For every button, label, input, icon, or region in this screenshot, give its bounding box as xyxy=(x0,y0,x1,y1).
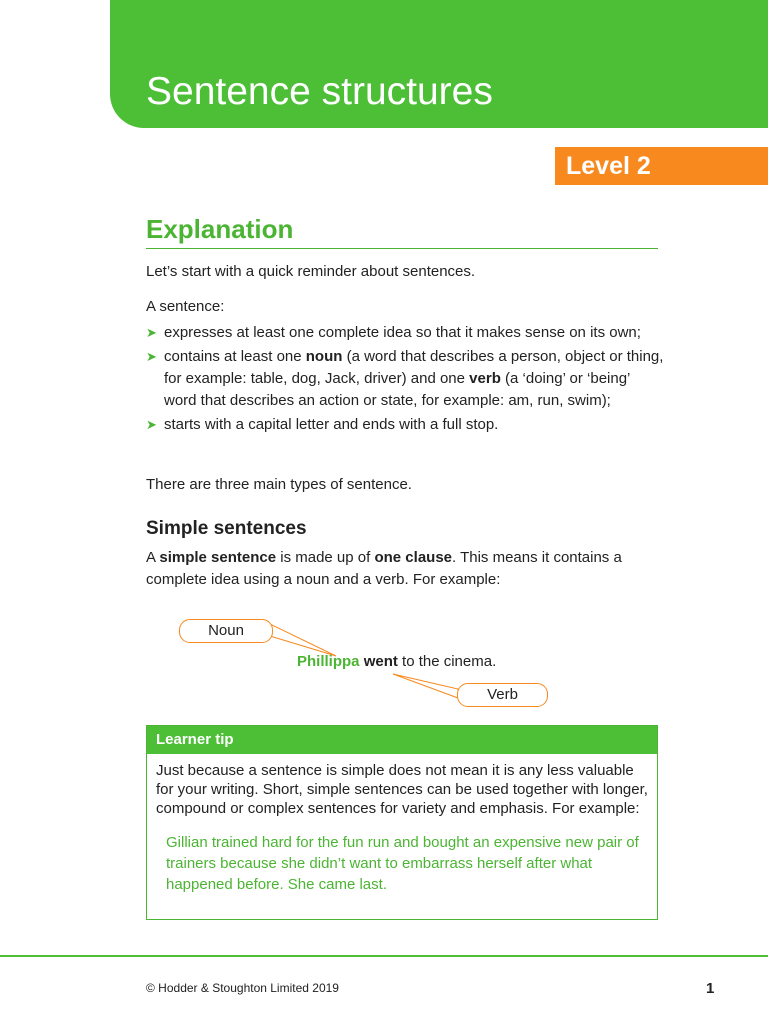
example-verb: went xyxy=(363,653,398,670)
learner-tip-box xyxy=(146,725,658,920)
sentence-lead: A sentence: xyxy=(146,298,225,315)
bullet-text: (a ‘doing’ or ‘being’ word that describes an action or state, for example: am, run, swim); xyxy=(164,370,630,409)
verb-callout: Verb xyxy=(457,683,548,707)
footer-divider xyxy=(0,955,768,957)
text-run: A xyxy=(146,549,160,566)
bullet-text: contains at least one xyxy=(164,348,306,365)
arrowhead-bullet-icon: ➤ xyxy=(146,325,157,340)
section-heading-explanation: Explanation xyxy=(146,214,294,244)
example-subject: Phillippa xyxy=(297,653,360,670)
learner-tip-title: Learner tip xyxy=(147,726,657,754)
text-run: . This means it contains a complete idea using a noun and a verb. For example: xyxy=(146,549,622,588)
arrowhead-bullet-icon: ➤ xyxy=(146,349,157,364)
bullet-text: (a word that describes a person, object or thing, for example: table, dog, Jack, driver) and one xyxy=(164,348,664,387)
page-number: 1 xyxy=(706,980,715,997)
bold-term-noun: noun xyxy=(305,348,343,365)
learner-tip-example: Gillian trained hard for the fun run and bought an expensive new pair of trainers because she didn’t want to embarrass herself after what happened before. She came last. xyxy=(166,834,639,893)
bold-term-simple-sentence: simple sentence xyxy=(159,549,277,566)
verb-callout-pointer xyxy=(393,674,458,698)
arrowhead-bullet-icon: ➤ xyxy=(146,417,157,432)
bold-term-verb: verb xyxy=(469,370,501,387)
bold-term-one-clause: one clause xyxy=(374,549,453,566)
noun-callout: Noun xyxy=(179,619,273,643)
page-title: Sentence structures xyxy=(146,70,493,113)
section-heading-simple-sentences: Simple sentences xyxy=(146,518,307,539)
example-sentence xyxy=(297,651,496,673)
bullet-text: expresses at least one complete idea so that it makes sense on its own; xyxy=(164,324,641,341)
bullet-text: starts with a capital letter and ends with a full stop. xyxy=(164,416,499,433)
learner-tip-body: Just because a sentence is simple does not mean it is any less valuable for your writing. Short, simple sentences can be used together with longer, compound or complex sentences for variety and emphasis. For example: xyxy=(156,762,648,817)
intro-paragraph: Let’s start with a quick reminder about sentences. xyxy=(146,263,476,280)
copyright-notice: © Hodder & Stoughton Limited 2019 xyxy=(146,981,339,995)
level-badge: Level 2 xyxy=(555,147,768,185)
text-run: is made up of xyxy=(276,549,375,566)
example-rest: to the cinema. xyxy=(397,653,497,670)
types-paragraph: There are three main types of sentence. xyxy=(146,476,412,493)
